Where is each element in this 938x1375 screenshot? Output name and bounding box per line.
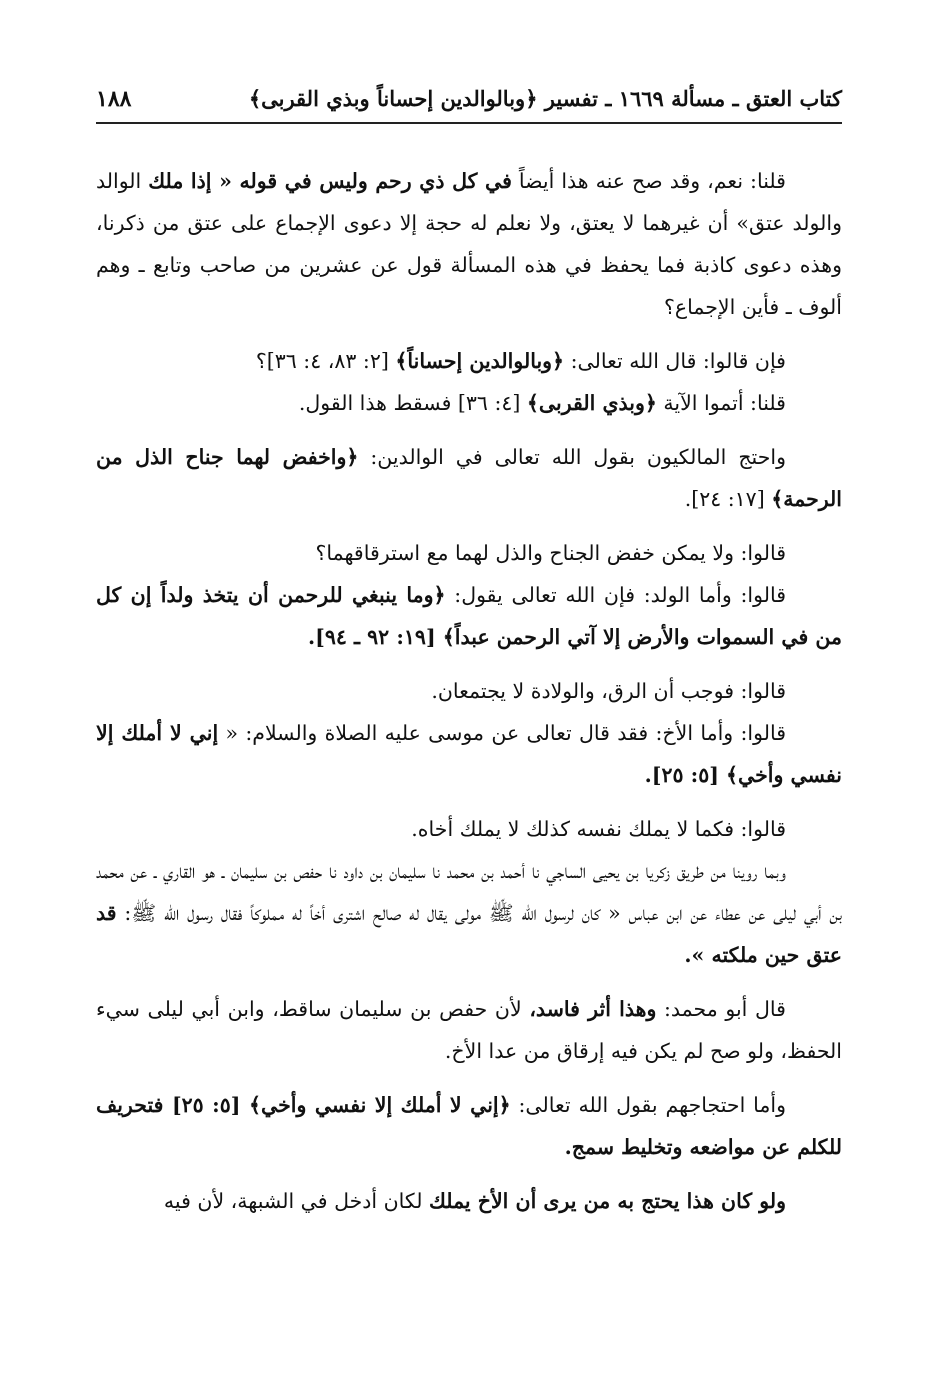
text-run: قال أبو محمد: (656, 997, 786, 1021)
quran-quote: إني لا أملك إلا نفسي وأخي﴾ [٥: ٢٥]. (96, 721, 842, 787)
paragraph: قالوا: فوجب أن الرق، والولادة لا يجتمعان. (431, 679, 786, 703)
paragraph (96, 712, 842, 796)
text-run: قالوا: وأما الولد: فإن الله تعالى يقول: (445, 583, 786, 607)
quran-quote: ﴿إني لا أملك إلا نفسي وأخي﴾ [٥: ٢٥] فتحريف للكلم عن مواضعه وتخليط سمج. (96, 1093, 842, 1159)
paragraph (96, 1084, 842, 1168)
paragraph (96, 382, 842, 424)
quran-quote: ﴿وبالوالدين إحساناً﴾ (395, 349, 565, 373)
quran-quote: ﴿وما ينبغي للرحمن أن يتخذ ولداً إن كل من في السموات والأرض إلا آتي الرحمن عبداً﴾ [١٩: ٩٢ ـ ٩٤]. (96, 583, 842, 649)
citation: [١٧: ٢٤]. (684, 487, 772, 511)
quran-quote: ﴿وبذي القربى﴾ (526, 391, 657, 415)
bold-text-run: في كل ذي رحم وليس في قوله « إذا ملك (148, 169, 512, 193)
running-title: كتاب العتق ـ مسألة ١٦٦٩ ـ تفسير ﴿وبالوالدين إحساناً وبذي القربى﴾ (248, 86, 842, 111)
text-run: قلنا: أتموا الآية (656, 391, 786, 415)
page-header (96, 78, 842, 124)
text-run: وأما احتجاجهم بقول الله تعالى: (510, 1093, 787, 1117)
paragraph (96, 1180, 842, 1222)
paragraph (96, 988, 842, 1072)
bold-text-run: ولو كان هذا يحتج به من يرى أن الأخ يملك (429, 1189, 786, 1213)
page-body (96, 160, 842, 1222)
paragraph (96, 436, 842, 520)
citation: [٤: ٣٦] فسقط هذا القول. (298, 391, 527, 415)
text-run: الوالد والولد عتق» أن غيرهما لا يعتق، ولا نعلم له حجة إلا دعوى الإجماع على عتق من ذكرنا، وهذه دعوى كاذبة فما يحفظ في هذه المسألة قول عن عشرين من صاحب وتابع ـ وهم ألوف ـ فأين الإجماع؟ (96, 169, 842, 319)
paragraph (96, 850, 842, 976)
paragraph (96, 160, 842, 328)
text-run: لأن حفص بن سليمان ساقط، وابن أبي ليلى سيء الحفظ، ولو صح لم يكن فيه إرقاق من عدا الأخ. (96, 997, 842, 1063)
text-run: وبما روينا من طريق زكريا بن يحيى الساجي نا أحمد بن محمد نا سليمان بن داود نا حفص بن سليمان ـ هو القاري ـ عن محمد بن أبي ليلى عن عطاء عن ابن عباس « كان لرسول الله ﷺ مولى يقال له صالح اشترى أخاً له مملوكاً فقال رسول الله ﷺ: (96, 859, 842, 925)
text-run: فإن قالوا: قال الله تعالى: (564, 349, 786, 373)
page-number: ١٨٨ (96, 86, 132, 112)
paragraph (96, 574, 842, 658)
citation: [٢: ٨٣، ٤: ٣٦]؟ (255, 349, 396, 373)
hadith-quote: قد عتق حين ملكته ». (96, 901, 842, 967)
paragraph: قالوا: فكما لا يملك نفسه كذلك لا يملك أخاه. (411, 817, 786, 841)
paragraph: قالوا: ولا يمكن خفض الجناح والذل لهما مع استرقاقهما؟ (315, 541, 786, 565)
text-run: لكان أدخل في الشبهة، لأن فيه (163, 1189, 429, 1213)
text-run: قلنا: نعم، وقد صح عنه هذا أيضاً (511, 169, 786, 193)
text-run: قالوا: وأما الأخ: فقد قال تعالى عن موسى عليه الصلاة والسلام: « (218, 721, 787, 745)
quran-quote: ﴿واخفض لهما جناح الذل من الرحمة﴾ (96, 445, 842, 511)
text-run: واحتج المالكيون بقول الله تعالى في الوالدين: (358, 445, 787, 469)
paragraph (96, 340, 842, 382)
bold-text-run: وهذا أثر فاسد، (529, 997, 657, 1021)
